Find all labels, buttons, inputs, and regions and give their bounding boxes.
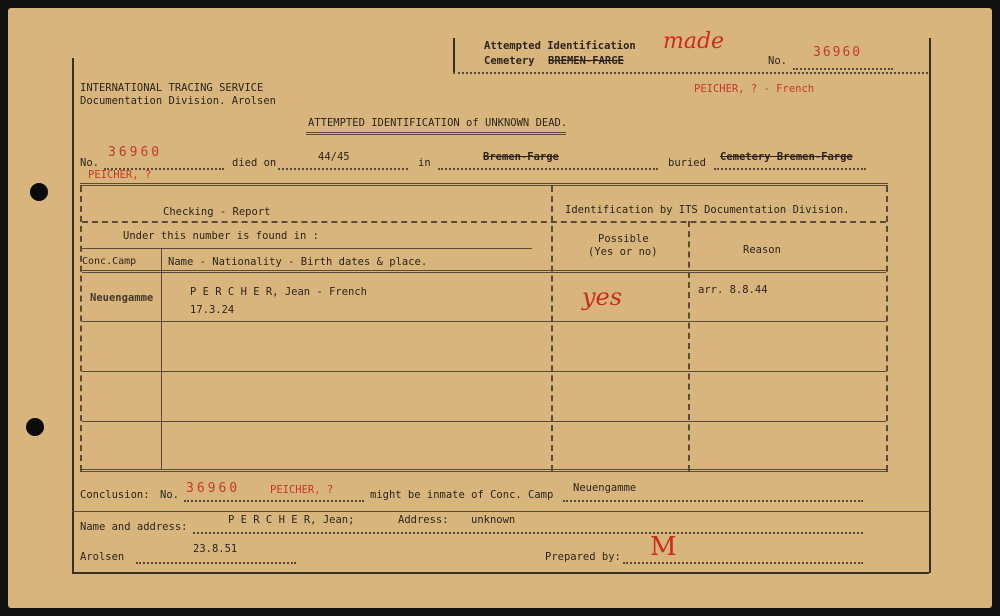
conclusion-camp-underline (563, 500, 863, 502)
conclusion-inmate-text: might be inmate of Conc. Camp (370, 489, 554, 501)
footer-place: Arolsen (80, 551, 125, 563)
top-box-no-value: 36960 (813, 45, 863, 60)
identification-title: Identification by ITS Documentation Division. (565, 204, 850, 216)
title-underline (306, 132, 566, 135)
table-bottom-border (80, 469, 888, 472)
address-label: Address: (398, 514, 449, 526)
table-right-border (886, 186, 888, 471)
org-line2: Documentation Division. Arolsen (80, 95, 276, 107)
top-box-left-border (453, 38, 455, 73)
under-number-text: Under this number is found in : (123, 230, 319, 242)
col-possible-line1: Possible (598, 233, 649, 245)
name-address-label: Name and address: (80, 521, 188, 533)
record-in-label: in (418, 157, 431, 169)
index-card (8, 8, 992, 608)
checking-report-title: Checking - Report (163, 206, 271, 218)
row-possible-yes: yes (582, 283, 623, 311)
top-box-line2-prefix: Cemetery (484, 55, 535, 67)
name-address-underline (193, 532, 863, 534)
record-no-value: 36960 (108, 145, 163, 160)
col-possible-line2: (Yes or no) (588, 246, 658, 258)
record-died-value: 44/45 (318, 151, 350, 163)
conclusion-no-underline (184, 500, 364, 502)
footer-date-underline (136, 562, 296, 564)
col-reason: Reason (743, 244, 781, 256)
conclusion-camp-value: Neuengamme (573, 482, 637, 494)
org-line1: INTERNATIONAL TRACING SERVICE (80, 82, 264, 94)
table-left-border (80, 186, 82, 471)
table-top-border (80, 183, 888, 186)
under-number-separator (82, 248, 532, 249)
table-possible-divider (688, 221, 690, 471)
prepared-by-initial: M (650, 532, 677, 562)
row-separator-2 (82, 371, 886, 372)
table-middle-divider (551, 186, 553, 471)
card-left-border (72, 58, 74, 573)
row-separator-3 (82, 421, 886, 422)
top-box-line1: Attempted Identification (484, 40, 636, 52)
top-box-cemetery-struck: BREMEN-FARGE (548, 55, 624, 67)
record-buried-underline (714, 168, 866, 170)
conclusion-no-label: No. (160, 489, 179, 501)
record-died-label: died on (232, 157, 277, 169)
row-separator-1 (82, 321, 886, 322)
record-buried-value: Cemetery Bremen-Farge (720, 151, 853, 163)
prepared-by-underline (623, 562, 863, 564)
record-died-underline (278, 168, 408, 170)
record-name-below: PEICHER, ? (88, 169, 152, 181)
name-stamp-top: PEICHER, ? - French (694, 83, 815, 95)
table-camp-divider (161, 248, 162, 469)
table-header-separator (82, 221, 886, 223)
conclusion-name-value: PEICHER, ? (270, 484, 334, 496)
conclusion-rule (72, 511, 929, 512)
record-buried-label: buried (668, 157, 706, 169)
conclusion-label: Conclusion: (80, 489, 150, 501)
row-reason: arr. 8.8.44 (698, 284, 768, 296)
top-box-no-label: No. (768, 55, 787, 67)
record-in-underline (438, 168, 658, 170)
footer-date: 23.8.51 (193, 543, 238, 555)
name-address-name: P E R C H E R, Jean; (228, 514, 355, 526)
row-camp: Neuengamme (90, 292, 154, 304)
row-name-line2: 17.3.24 (190, 304, 235, 316)
prepared-by-label: Prepared by: (545, 551, 621, 563)
card-bottom-border (72, 572, 929, 574)
row-name-line1: P E R C H E R, Jean - French (190, 286, 368, 298)
record-no-label: No. (80, 157, 99, 169)
record-in-value: Bremen-Farge (483, 151, 559, 163)
card-title: ATTEMPTED IDENTIFICATION of UNKNOWN DEAD. (308, 117, 568, 129)
column-header-separator (82, 270, 886, 273)
top-box-no-underline (793, 68, 893, 70)
handwritten-made-note: made (663, 29, 725, 54)
card-right-border (929, 38, 931, 573)
punch-hole-top (30, 183, 48, 201)
address-value: unknown (471, 514, 516, 526)
punch-hole-bottom (26, 418, 44, 436)
col-name-details: Name - Nationality - Birth dates & place. (168, 256, 428, 268)
col-conc-camp: Conc.Camp (82, 256, 137, 267)
conclusion-no-value: 36960 (186, 481, 241, 496)
top-box-bottom-border (453, 72, 928, 74)
